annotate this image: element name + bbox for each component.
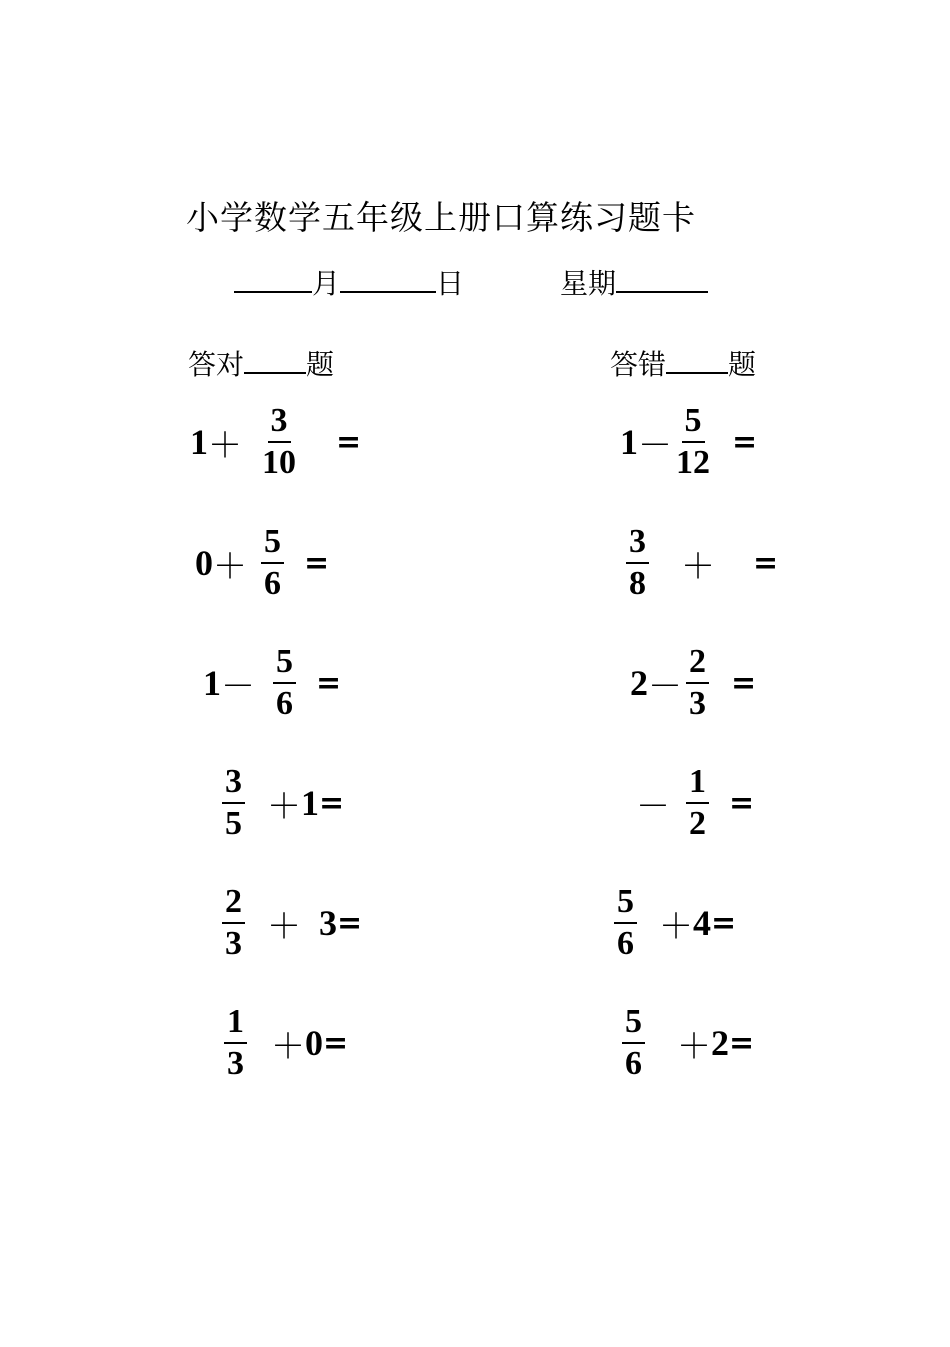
fraction-denominator: 2 <box>689 805 706 842</box>
fraction-denominator: 3 <box>227 1045 244 1082</box>
wrong-blank[interactable] <box>666 344 728 374</box>
problem-fraction <box>686 765 709 841</box>
month-blank[interactable] <box>234 263 312 293</box>
problem-operand: 1 <box>301 783 319 823</box>
problem-equals: = <box>337 905 363 941</box>
date-weekday-field <box>560 262 708 302</box>
problem-operator: － <box>638 425 672 466</box>
fraction-numerator: 3 <box>268 404 291 443</box>
problem-fraction <box>273 645 296 721</box>
problem-equals: = <box>336 424 362 460</box>
correct-count-field <box>188 343 334 383</box>
problem-10 <box>610 878 736 968</box>
problem-fraction <box>686 645 709 721</box>
fraction-numerator: 5 <box>622 1005 645 1044</box>
problem-operator: － <box>636 786 670 827</box>
problem-2 <box>620 397 757 487</box>
fraction-denominator: 6 <box>625 1045 642 1082</box>
wrong-unit: 题 <box>728 348 757 381</box>
fraction-denominator: 8 <box>629 565 646 602</box>
fraction-numerator: 3 <box>626 525 649 564</box>
problem-operand: 2 <box>711 1023 729 1063</box>
problem-fraction <box>222 885 245 961</box>
problem-11 <box>220 998 348 1088</box>
fraction-denominator: 5 <box>225 805 242 842</box>
problem-operand: 3 <box>319 903 337 943</box>
day-blank[interactable] <box>340 263 436 293</box>
problem-fraction <box>626 525 649 601</box>
problem-equals: = <box>316 665 342 701</box>
problem-9 <box>218 878 362 968</box>
problem-equals: = <box>304 545 330 581</box>
correct-unit: 题 <box>306 348 335 381</box>
problem-whole: 0 <box>195 543 213 583</box>
fraction-numerator: 2 <box>222 885 245 924</box>
fraction-numerator: 5 <box>614 885 637 924</box>
problem-equals: = <box>323 1025 349 1061</box>
problem-whole: 2 <box>630 663 648 703</box>
problem-whole: 1 <box>620 422 638 462</box>
problem-12 <box>618 998 754 1088</box>
fraction-denominator: 10 <box>262 444 296 481</box>
fraction-numerator: 1 <box>686 765 709 804</box>
fraction-numerator: 5 <box>273 645 296 684</box>
fraction-numerator: 1 <box>224 1005 247 1044</box>
correct-blank[interactable] <box>244 344 306 374</box>
problem-operand: 0 <box>305 1023 323 1063</box>
problem-equals: = <box>753 545 779 581</box>
problem-6 <box>630 638 756 728</box>
problem-operator: ＋ <box>271 1026 305 1067</box>
fraction-numerator: 2 <box>686 645 709 684</box>
problem-operator: ＋ <box>677 1026 711 1067</box>
problem-operator: ＋ <box>267 786 301 827</box>
problem-operator: ＋ <box>681 546 715 587</box>
problem-fraction <box>262 404 296 480</box>
problem-fraction <box>222 765 245 841</box>
problem-equals: = <box>711 905 737 941</box>
fraction-denominator: 3 <box>689 685 706 722</box>
fraction-numerator: 5 <box>682 404 705 443</box>
problem-operator: ＋ <box>208 425 242 466</box>
problem-operator: ＋ <box>659 906 693 947</box>
correct-label: 答对 <box>188 348 245 381</box>
problem-operand: 4 <box>693 903 711 943</box>
problem-1 <box>190 397 361 487</box>
fraction-denominator: 3 <box>225 925 242 962</box>
date-month-field <box>234 262 464 302</box>
page-title: 小学数学五年级上册口算练习题卡 <box>186 198 696 237</box>
problem-equals: = <box>729 785 755 821</box>
problem-7 <box>218 758 344 848</box>
fraction-numerator: 3 <box>222 765 245 804</box>
problem-equals: = <box>319 785 345 821</box>
problem-5 <box>203 638 341 728</box>
problem-equals: = <box>732 424 758 460</box>
fraction-denominator: 6 <box>276 685 293 722</box>
problem-equals: = <box>729 1025 755 1061</box>
problem-fraction <box>224 1005 247 1081</box>
problem-8 <box>636 758 754 848</box>
problem-fraction <box>676 404 710 480</box>
wrong-count-field <box>610 343 756 383</box>
wrong-label: 答错 <box>610 348 667 381</box>
fraction-denominator: 12 <box>676 444 710 481</box>
month-label: 月 <box>312 267 341 300</box>
fraction-numerator: 5 <box>261 525 284 564</box>
fraction-denominator: 6 <box>617 925 634 962</box>
weekday-blank[interactable] <box>616 263 708 293</box>
fraction-denominator: 6 <box>264 565 281 602</box>
problem-operator: － <box>648 666 682 707</box>
problem-operator: ＋ <box>213 546 247 587</box>
problem-fraction <box>622 1005 645 1081</box>
day-label: 日 <box>436 267 465 300</box>
problem-operator: － <box>221 666 255 707</box>
problem-3 <box>195 518 329 608</box>
problem-equals: = <box>731 665 757 701</box>
problem-operator: ＋ <box>267 906 301 947</box>
weekday-label: 星期 <box>560 267 617 300</box>
problem-fraction <box>261 525 284 601</box>
problem-fraction <box>614 885 637 961</box>
problem-4 <box>622 518 778 608</box>
problem-whole: 1 <box>203 663 221 703</box>
problem-whole: 1 <box>190 422 208 462</box>
